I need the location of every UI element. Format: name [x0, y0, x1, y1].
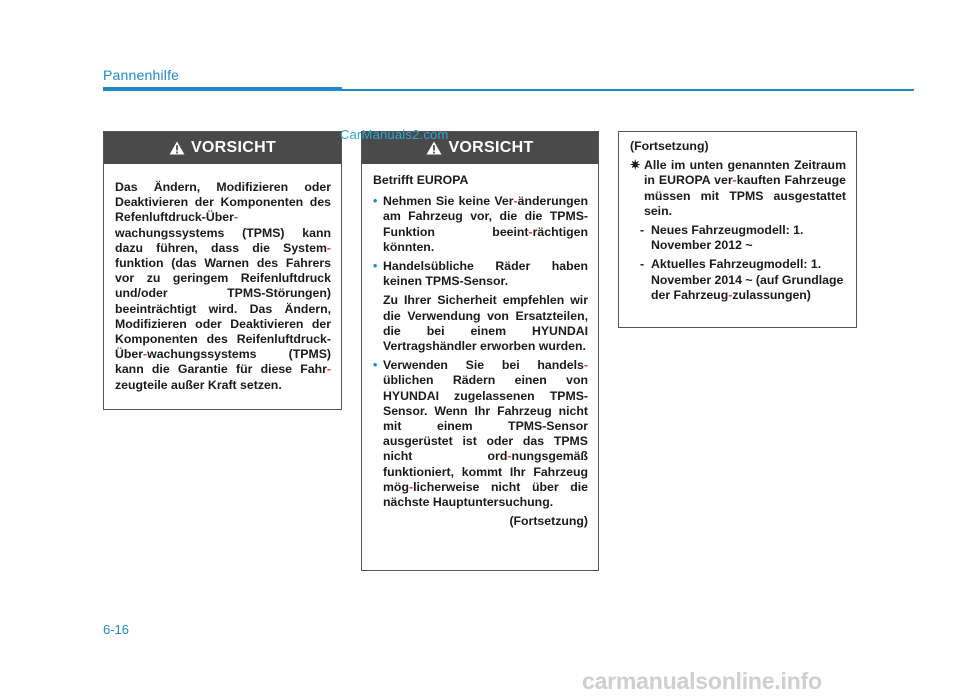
- caution-box-2: [361, 131, 599, 571]
- caution-body: [104, 164, 341, 405]
- model-item: - Aktuelles Fahrzeugmodell: 1. November 2014 ~ (auf Grundlage der Fahrzeug-zulassungen): [640, 257, 844, 302]
- continued-label: (Fortsetzung): [509, 514, 588, 529]
- page-number: 6-16: [103, 622, 130, 637]
- section-title: Pannenhilfe: [103, 67, 180, 83]
- continuation-body: [619, 132, 856, 313]
- warning-triangle-icon: [169, 141, 185, 155]
- caution-box-1: [103, 131, 342, 410]
- bullet-item: • Handelsübliche Räder haben keinen TPMS-Sensor.: [373, 259, 588, 289]
- caution-label: VORSICHT: [190, 139, 277, 156]
- continuation-box: [618, 131, 857, 328]
- watermark-top: CarManuals2.com: [340, 127, 449, 142]
- note-item: ✷ Alle im unten genannten Zeitraum in EUROPA ver-kauften Fahrzeuge müssen mit TPMS ausgestattet sein.: [630, 158, 846, 218]
- header-rule-thin: [342, 89, 914, 91]
- bullet-dot-icon: •: [373, 358, 378, 373]
- continued-heading: (Fortsetzung): [630, 139, 709, 153]
- warning-triangle-icon: [426, 141, 442, 155]
- caution-label: VORSICHT: [448, 139, 534, 156]
- caution-header: [104, 132, 341, 164]
- bullet-item: • Nehmen Sie keine Ver-änderungen am Fahrzeug vor, die die TPMS-Funktion beeint-rächtigen könnten.: [373, 194, 588, 254]
- caution-text: Das Ändern, Modifizieren oder Deaktivieren der Komponenten des Refenluftdruck-Über-wachungssystems (TPMS) kann dazu führen, dass die System-funktion (das Warnen des Fahrers vor zu geringem Reifenluftdruck und/oder TPMS-Störungen) beeinträchtigt wird. Das Ändern, Modifizieren oder Deaktivieren der Komponenten des Reifenluftdruck-Über-wachungssystems (TPMS) kann die Garantie für diese Fahr-zeugteile außer Kraft setzen.: [115, 180, 331, 392]
- model-item: - Neues Fahrzeugmodell: 1. November 2012 ~: [640, 223, 804, 253]
- footer-watermark: carmanualsonline.info: [582, 668, 822, 694]
- bullet-dot-icon: •: [373, 259, 378, 274]
- star-note-icon: ✷: [630, 158, 641, 173]
- region-intro: Betrifft EUROPA: [373, 173, 469, 187]
- bullet-dot-icon: •: [373, 194, 378, 209]
- bullet-item: • Verwenden Sie bei handels-üblichen Rädern einen von HYUNDAI zugelassenen TPMS-Sensor. Wenn Ihr Fahrzeug nicht mit einem TPMS-Sensor ausgerüstet ist oder das TPMS nicht ord-nungsgemäß funktioniert, kommt Ihr Fahrzeug mög-licherweise nicht über die nächste Hauptuntersuchung.: [373, 358, 588, 510]
- header-rule-thick: [103, 87, 342, 91]
- bullet-subparagraph: Zu Ihrer Sicherheit empfehlen wir die Verwendung von Ersatzteilen, die bei einem HYUNDAI Vertragshändler erworben wurden.: [383, 293, 588, 354]
- caution-body: [362, 164, 598, 535]
